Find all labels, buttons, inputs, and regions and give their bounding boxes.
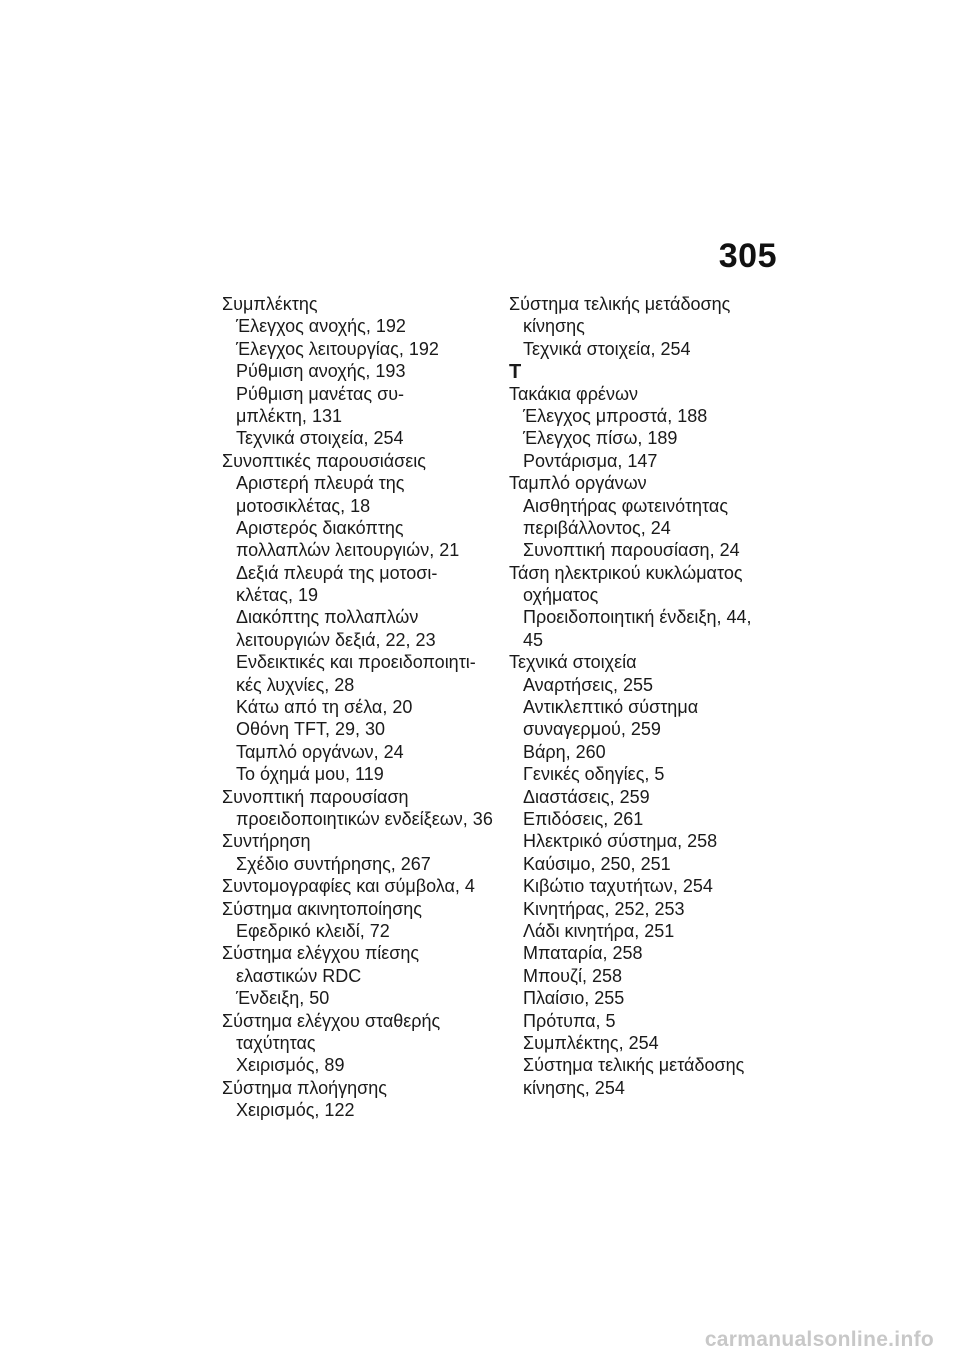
- index-subentry: Κινητήρας, 252, 253: [523, 898, 685, 919]
- index-subentry: Ρύθμιση μανέτας συ-: [236, 383, 405, 404]
- index-subentry: Αριστερή πλευρά της: [236, 473, 405, 494]
- index-subentry: συναγερμού, 259: [523, 719, 661, 740]
- index-subentry: Αντικλεπτικό σύστημα: [523, 697, 699, 718]
- index-subentry: Ενδεικτικές και προειδοποιητι-: [236, 652, 476, 673]
- index-entry: Σύστημα ελέγχου σταθερής: [222, 1010, 441, 1031]
- index-subentry: Διακόπτης πολλαπλών: [236, 607, 419, 628]
- index-subentry: Πρότυπα, 5: [523, 1010, 616, 1031]
- index-subentry: Χειρισμός, 122: [236, 1100, 355, 1121]
- index-subentry: Συμπλέκτης, 254: [523, 1032, 659, 1053]
- index-subentry: Τεχνικά στοιχεία, 254: [523, 338, 691, 359]
- index-subentry: κίνησης, 254: [523, 1077, 625, 1098]
- index-subentry: Δεξιά πλευρά της μοτοσι-: [236, 562, 438, 583]
- index-entry: Ταμπλό οργάνων: [509, 473, 647, 494]
- index-subentry: Αριστερός διακόπτης: [236, 517, 404, 538]
- index-entry: Τάση ηλεκτρικού κυκλώματος: [509, 562, 743, 583]
- index-subentry: Ροντάρισμα, 147: [523, 450, 658, 471]
- index-subentry: Καύσιμο, 250, 251: [523, 853, 671, 874]
- index-entry: Σύστημα ελέγχου πίεσης: [222, 943, 420, 964]
- index-subentry: Προειδοποιητική ένδειξη, 44,: [523, 607, 752, 628]
- index-subentry: μοτοσικλέτας, 18: [236, 495, 371, 516]
- index-subentry: περιβάλλοντος, 24: [523, 517, 671, 538]
- index-entry: Τακάκια φρένων: [509, 383, 639, 404]
- index-subentry: 45: [523, 629, 544, 650]
- watermark: carmanualsonline.info: [704, 1328, 934, 1351]
- index-subentry: ελαστικών RDC: [236, 965, 362, 986]
- index-entry: Σύστημα πλοήγησης: [222, 1077, 387, 1098]
- index-subentry: λειτουργιών δεξιά, 22, 23: [236, 629, 436, 650]
- index-subentry: Διαστάσεις, 259: [523, 786, 650, 807]
- index-subentry: Ταμπλό οργάνων, 24: [236, 741, 404, 762]
- index-subentry: προειδοποιητικών ενδείξεων, 36: [236, 808, 493, 829]
- index-subentry: Έλεγχος πίσω, 189: [523, 428, 678, 449]
- index-entry: Συντήρηση: [222, 831, 311, 852]
- index-subentry: Μπαταρία, 258: [523, 943, 643, 964]
- index-subentry: κλέτας, 19: [236, 585, 318, 606]
- index-subentry: Το όχημά μου, 119: [236, 764, 384, 785]
- index-subentry: Συνοπτική παρουσίαση, 24: [523, 540, 740, 561]
- index-subentry: Γενικές οδηγίες, 5: [523, 764, 665, 785]
- index-subentry: Ρύθμιση ανοχής, 193: [236, 361, 406, 382]
- index-subentry: Έλεγχος μπροστά, 188: [523, 405, 708, 426]
- index-entry: Συμπλέκτης: [222, 294, 318, 314]
- index-entry: Συντομογραφίες και σύμβολα, 4: [222, 876, 475, 897]
- index-entry: Συνοπτικές παρουσιάσεις: [222, 450, 426, 471]
- index-subentry: πολλαπλών λειτουργιών, 21: [236, 540, 460, 561]
- index-subentry: Κιβώτιο ταχυτήτων, 254: [523, 876, 713, 897]
- index-entry: Σύστημα τελικής μετάδοσης: [509, 294, 731, 314]
- index-column-left: [222, 293, 500, 1121]
- index-subentry: κίνησης: [523, 316, 585, 337]
- index-subentry: Αναρτήσεις, 255: [523, 674, 654, 695]
- index-subentry: Έλεγχος ανοχής, 192: [236, 316, 406, 337]
- index-subentry: Κάτω από τη σέλα, 20: [236, 697, 413, 718]
- index-subentry: Τεχνικά στοιχεία, 254: [236, 428, 404, 449]
- index-subentry: Πλαίσιο, 255: [523, 988, 625, 1009]
- page-number: 305: [718, 237, 777, 275]
- index-entry: Τεχνικά στοιχεία: [509, 652, 637, 673]
- index-column-right: [509, 293, 769, 1099]
- index-subentry: Μπουζί, 258: [523, 965, 622, 986]
- index-entry: Σύστημα ακινητοποίησης: [222, 898, 422, 919]
- index-section-letter: Τ: [509, 361, 522, 384]
- index-subentry: Επιδόσεις, 261: [523, 808, 644, 829]
- index-subentry: Αισθητήρας φωτεινότητας: [523, 495, 728, 516]
- index-subentry: ταχύτητας: [236, 1032, 316, 1053]
- index-subentry: Βάρη, 260: [523, 741, 606, 762]
- index-subentry: Χειρισμός, 89: [236, 1055, 345, 1076]
- index-subentry: οχήματος: [523, 585, 599, 606]
- index-subentry: Ένδειξη, 50: [236, 988, 330, 1009]
- index-subentry: μπλέκτη, 131: [236, 405, 342, 426]
- index-subentry: Έλεγχος λειτουργίας, 192: [236, 338, 439, 359]
- index-subentry: Σχέδιο συντήρησης, 267: [236, 853, 431, 874]
- index-subentry: Εφεδρικό κλειδί, 72: [236, 920, 390, 941]
- index-subentry: Οθόνη TFT, 29, 30: [236, 719, 386, 740]
- index-entry: Συνοπτική παρουσίαση: [222, 786, 409, 807]
- index-subentry: Σύστημα τελικής μετάδοσης: [523, 1055, 745, 1076]
- index-subentry: Λάδι κινητήρα, 251: [523, 920, 675, 941]
- index-subentry: κές λυχνίες, 28: [236, 674, 355, 695]
- index-subentry: Ηλεκτρικό σύστημα, 258: [523, 831, 718, 852]
